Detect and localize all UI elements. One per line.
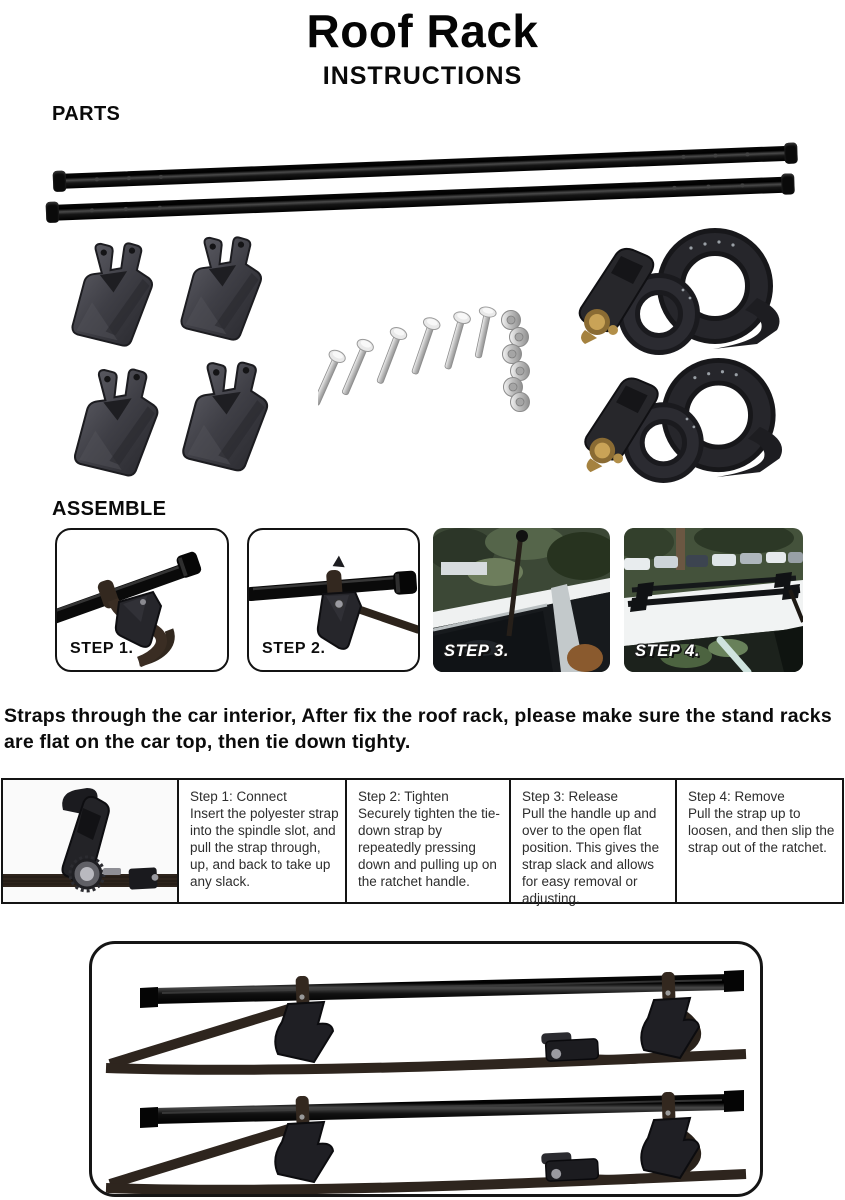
mount-foot-illustration-4 <box>167 357 285 475</box>
parts-heading: PARTS <box>52 103 121 125</box>
table-step-2-cell <box>345 780 509 902</box>
usage-note: Straps through the car interior, After fix the roof rack, please make sure the stand racks are flat on the car top, then tie down tighty. <box>4 705 832 753</box>
table-step-4-body: Pull the strap up to loosen, and then slip the strap out of the ratchet. <box>688 806 835 855</box>
table-step-4-title: Step 4: Remove <box>688 789 785 804</box>
step-2-label: STEP 2. <box>262 640 326 657</box>
mount-foot-illustration-1 <box>57 238 169 350</box>
step-3-label: STEP 3. <box>444 642 510 660</box>
table-step-3-cell <box>509 780 675 906</box>
assembled-bar-illustration-2 <box>100 1078 752 1197</box>
table-step-1-cell <box>177 780 345 902</box>
ratchet-photo-cell <box>3 780 177 902</box>
table-step-3-body: Pull the handle up and over to the open flat position. This gives the strap slack and allows for easy removal or adjusting. <box>522 806 660 906</box>
assembled-bar-illustration-1 <box>100 960 752 1082</box>
page-subtitle: INSTRUCTIONS <box>322 62 523 90</box>
assembled-rack-figure <box>89 941 763 1197</box>
table-step-4-cell <box>675 780 842 902</box>
table-step-2-title: Step 2: Tighten <box>358 789 449 804</box>
assemble-step-2-image <box>247 528 420 672</box>
mount-foot-illustration-3 <box>59 364 175 480</box>
table-step-1-body: Insert the polyester strap into the spindle slot, and pull the strap through, up, and back to take up any slack. <box>190 806 339 889</box>
table-step-2-body: Securely tighten the tie-down strap by repeatedly pressing down and pulling up on the ratchet handle. <box>358 806 500 889</box>
mount-foot-illustration-2 <box>166 232 278 344</box>
ratchet-steps-table <box>1 778 844 904</box>
step-4-label: STEP 4. <box>635 642 701 660</box>
bolts-and-nuts-illustration <box>318 302 543 414</box>
assemble-step-4-image <box>624 528 803 672</box>
assemble-step-3-image <box>433 528 610 672</box>
table-step-1-title: Step 1: Connect <box>190 789 287 804</box>
step-1-label: STEP 1. <box>70 640 134 657</box>
assemble-heading: ASSEMBLE <box>52 498 167 520</box>
ratchet-illustration <box>3 780 177 902</box>
ratchet-strap-illustration-1 <box>563 226 803 356</box>
page-title: Roof Rack <box>306 5 539 57</box>
assemble-step-1-image <box>55 528 229 672</box>
ratchet-strap-illustration-2 <box>567 356 807 484</box>
table-step-3-title: Step 3: Release <box>522 789 619 804</box>
